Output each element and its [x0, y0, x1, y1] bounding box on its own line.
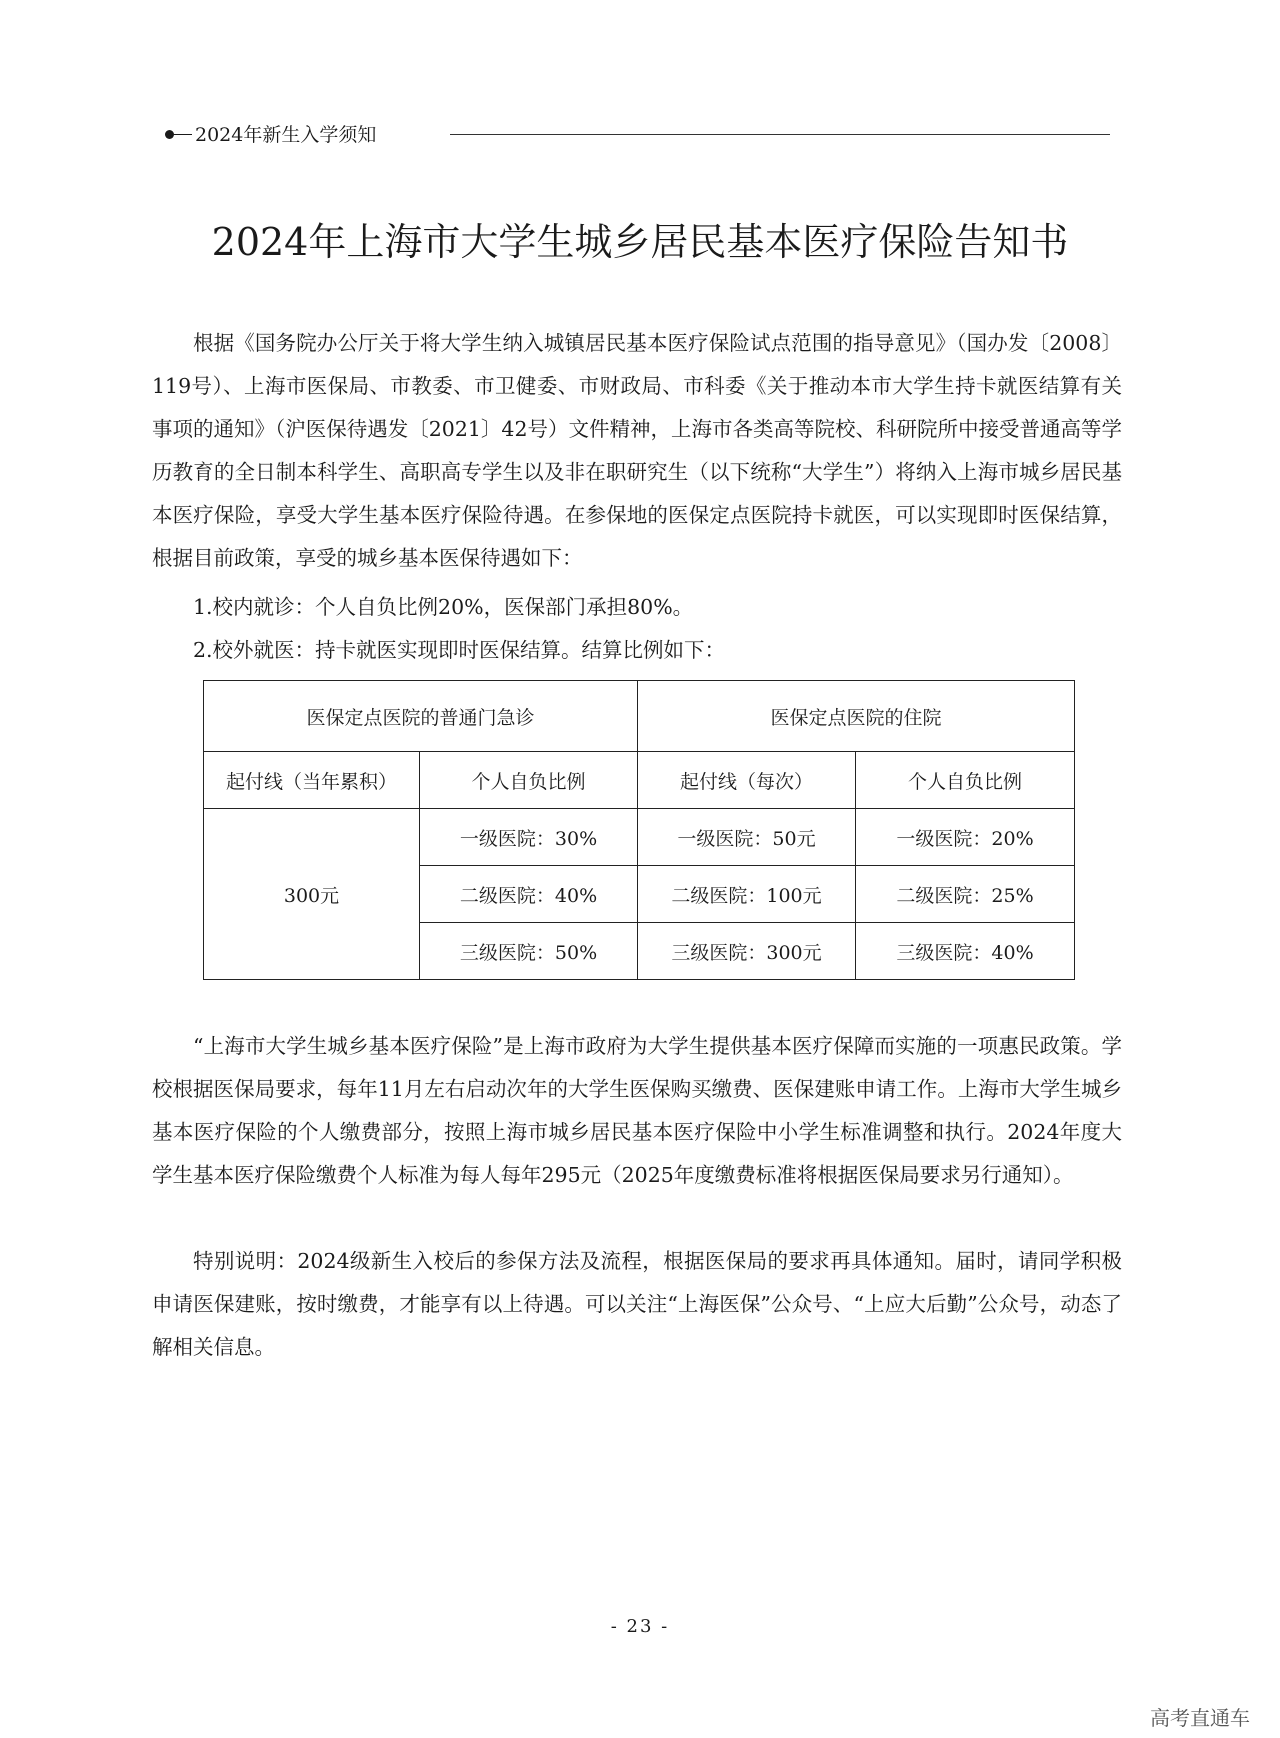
table-cell: 一级医院：20% [856, 809, 1075, 866]
table-cell: 一级医院：50元 [638, 809, 856, 866]
table-column-header-row [204, 752, 1075, 809]
table-cell: 三级医院：300元 [638, 923, 856, 980]
col-deductible-year: 起付线（当年累积） [204, 752, 420, 809]
special-note-paragraph: 特别说明：2024级新生入校后的参保方法及流程，根据医保局的要求再具体通知。届时，请同学积极申请医保建账，按时缴费，才能享有以上待遇。可以关注“上海医保”公众号、“上应大后勤”公众号，动态了解相关信息。 [152, 1249, 1122, 1359]
col-ratio-outpatient: 个人自负比例 [420, 752, 638, 809]
rates-table [203, 680, 1075, 980]
col-deductible-each: 起付线（每次） [638, 752, 856, 809]
table-cell: 二级医院：100元 [638, 866, 856, 923]
header-dash [174, 134, 192, 135]
page-title: 2024年上海市大学生城乡居民基本医疗保险告知书 [211, 220, 1069, 264]
page-number: - 23 - [610, 1616, 670, 1637]
table-row [204, 809, 1075, 866]
col-ratio-inpatient: 个人自负比例 [856, 752, 1075, 809]
header-text: 2024年新生入学须知 [195, 124, 377, 146]
table-group-header-row [204, 681, 1075, 752]
table-cell: 三级医院：50% [420, 923, 638, 980]
intro-paragraph: 根据《国务院办公厅关于将大学生纳入城镇居民基本医疗保险试点范围的指导意见》（国办发〔2008〕119号）、上海市医保局、市教委、市卫健委、市财政局、市科委《关于推动本市大学生持卡就医结算有关事项的通知》（沪医保待遇发〔2021〕42号）文件精神，上海市各类高等院校、科研院所中接受普通高等学历教育的全日制本科学生、高职高专学生以及非在职研究生（以下统称“大学生”）将纳入上海市城乡居民基本医疗保险，享受大学生基本医疗保险待遇。在参保地的医保定点医院持卡就医，可以实现即时医保结算，根据目前政策，享受的城乡基本医保待遇如下： [152, 331, 1123, 570]
table-cell: 三级医院：40% [856, 923, 1075, 980]
group-inpatient-header: 医保定点医院的住院 [638, 681, 1075, 752]
deductible-value-cell: 300元 [204, 809, 420, 980]
policy-paragraph: “上海市大学生城乡基本医疗保险”是上海市政府为大学生提供基本医疗保障而实施的一项惠民政策。学校根据医保局要求，每年11月左右启动次年的大学生医保购买缴费、医保建账申请工作。上海市大学生城乡基本医疗保险的个人缴费部分，按照上海市城乡居民基本医疗保险中小学生标准调整和执行。2024年度大学生基本医疗保险缴费个人标准为每人每年295元（2025年度缴费标准将根据医保局要求另行通知）。 [152, 1034, 1122, 1187]
header-rule [450, 134, 1110, 135]
table-cell: 二级医院：40% [420, 866, 638, 923]
watermark: 高考直通车 [1150, 1706, 1250, 1730]
running-header [165, 122, 1110, 150]
group-outpatient-header: 医保定点医院的普通门急诊 [204, 681, 638, 752]
table-cell: 二级医院：25% [856, 866, 1075, 923]
table-cell: 一级医院：30% [420, 809, 638, 866]
item-offcampus-visit: 2.校外就医：持卡就医实现即时医保结算。结算比例如下： [193, 638, 726, 662]
bullet-icon [165, 130, 174, 139]
item-campus-visit: 1.校内就诊：个人自负比例20%，医保部门承担80%。 [193, 595, 694, 619]
